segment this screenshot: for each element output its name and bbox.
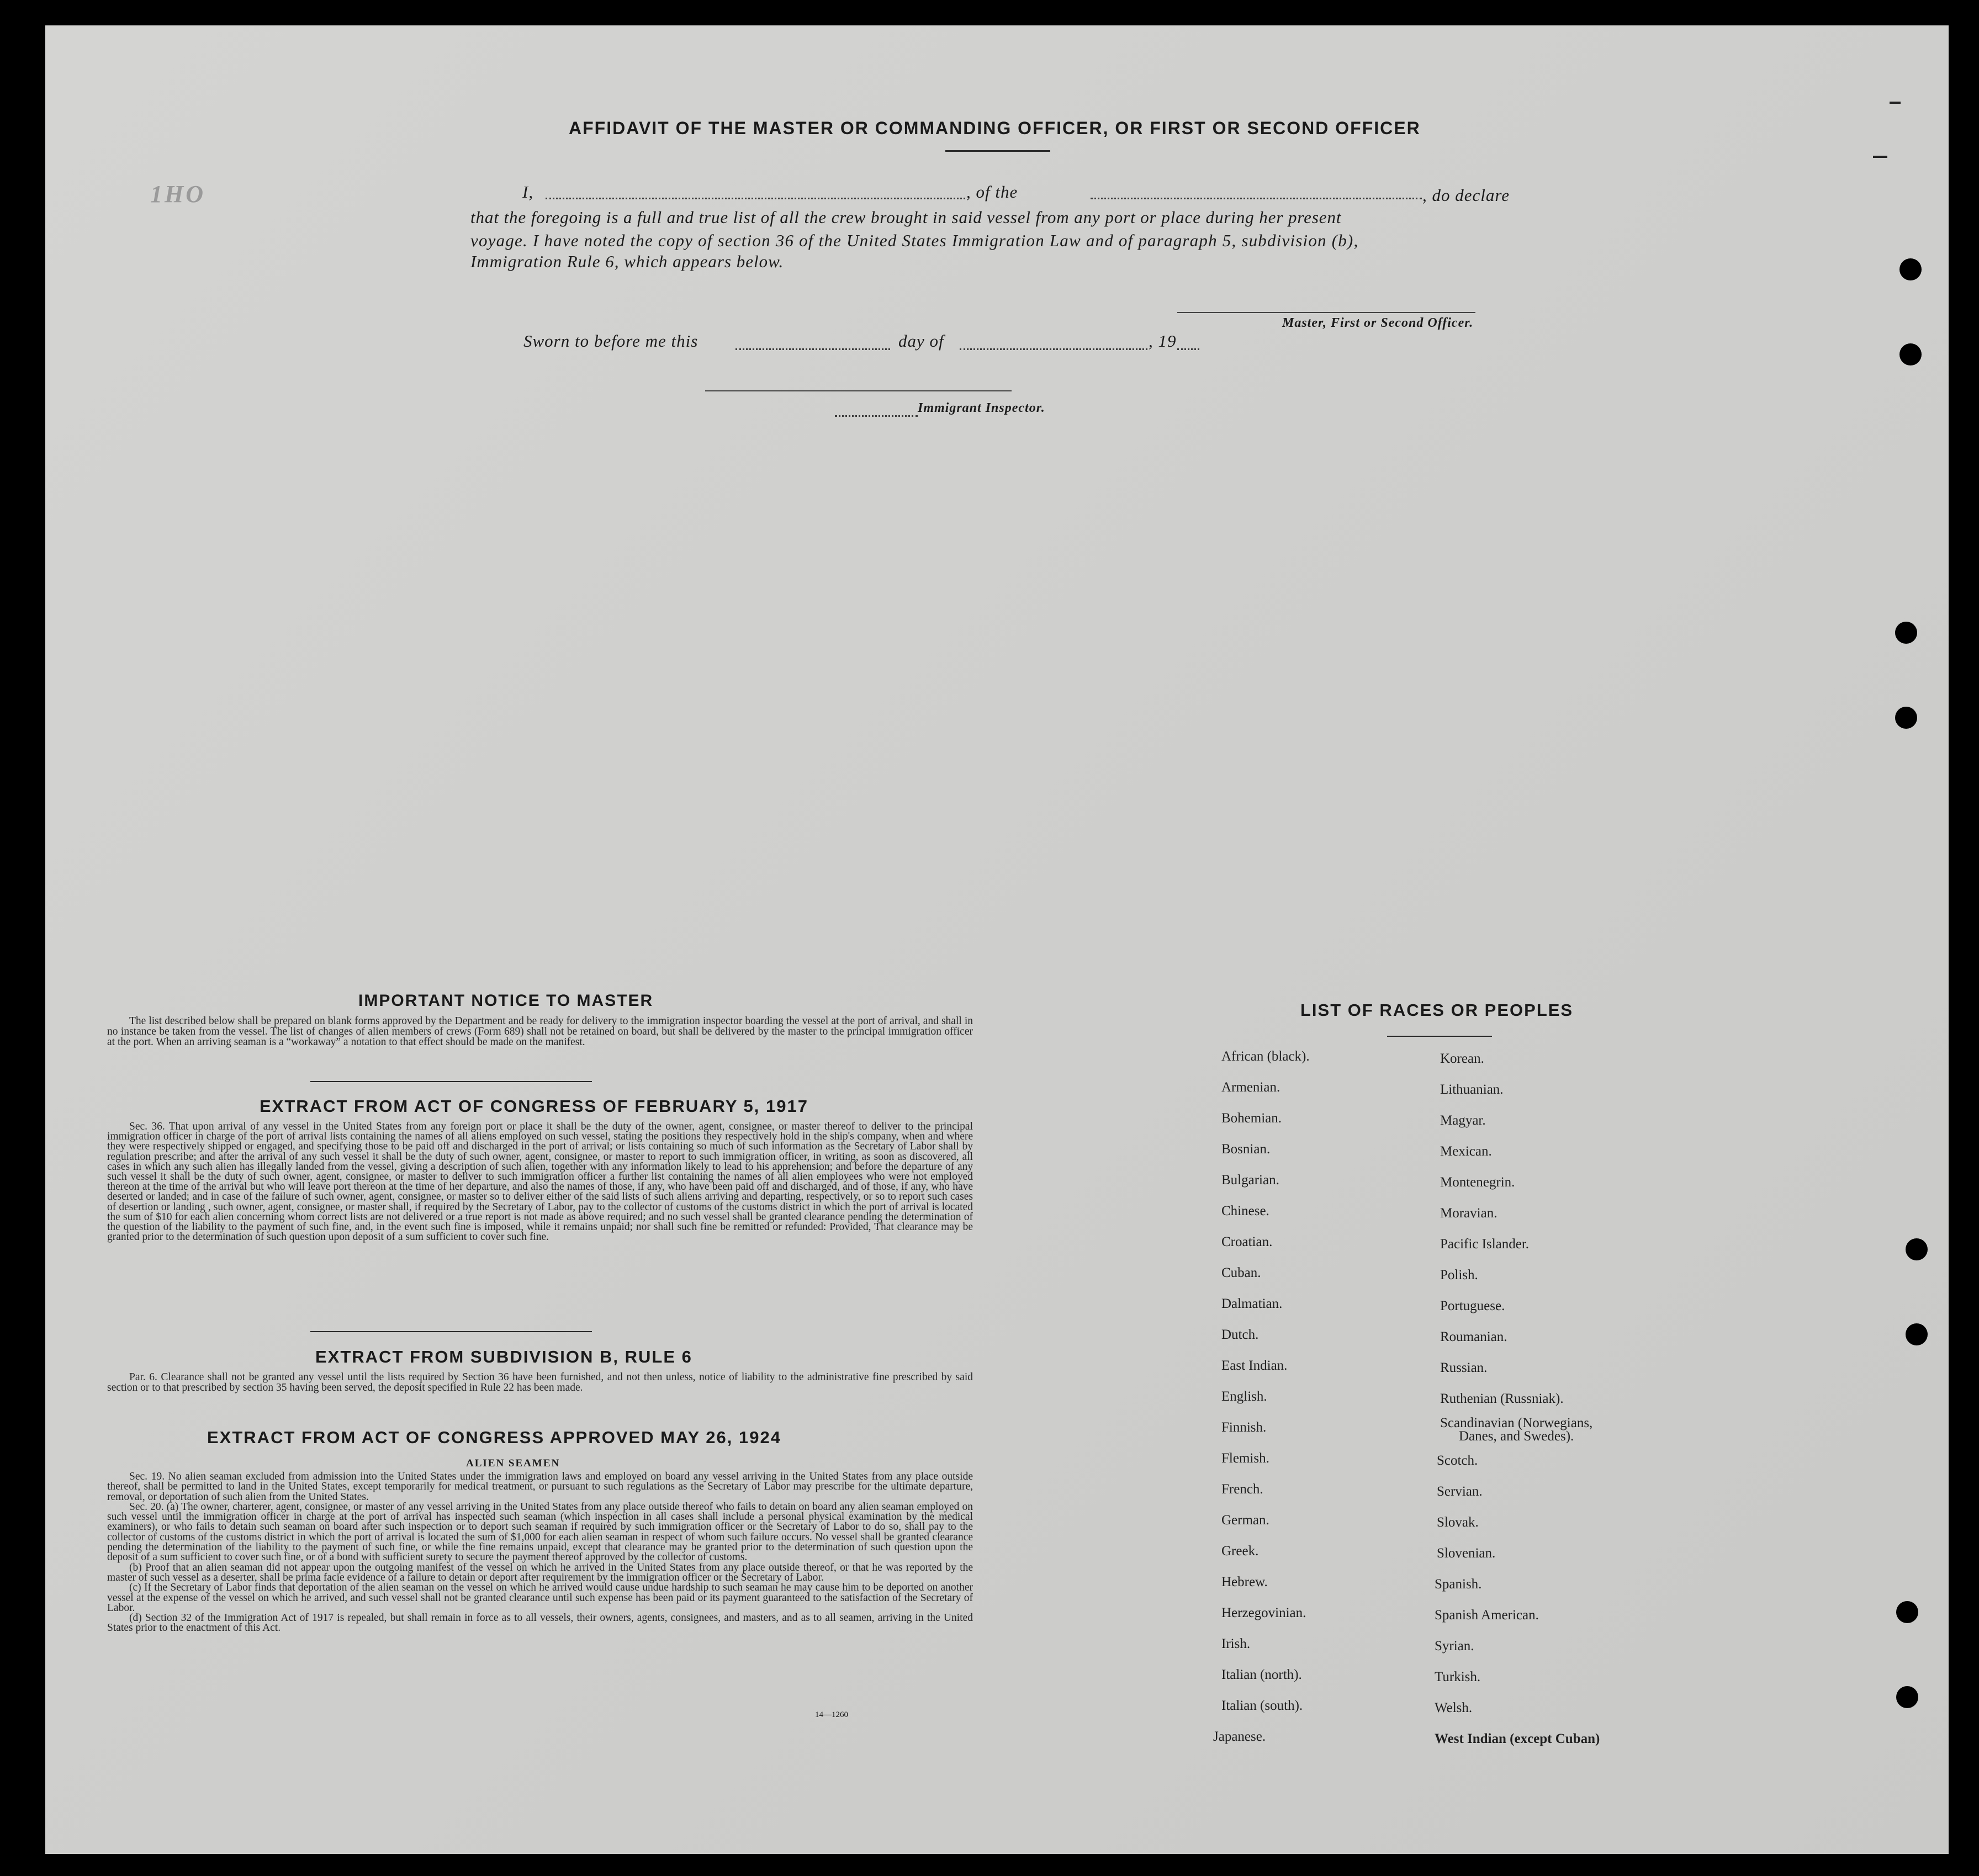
race-item: Italian (north). [1221, 1667, 1302, 1682]
affidavit-line-4: Immigration Rule 6, which appears below. [470, 252, 784, 271]
edge-mark [1873, 156, 1887, 158]
master-name-blank [546, 198, 965, 199]
binder-hole [1895, 622, 1917, 644]
affidavit-title: AFFIDAVIT OF THE MASTER OR COMMANDING OFFICER, OR FIRST OR SECOND OFFICER [569, 118, 1421, 138]
race-item: Korean. [1440, 1051, 1484, 1066]
race-item: Portuguese. [1440, 1299, 1505, 1313]
race-item: Scotch. [1437, 1453, 1478, 1468]
race-item: Hebrew. [1221, 1575, 1268, 1589]
extract-1924-para: (c) If the Secretary of Labor finds that deportation of the alien seaman on the vessel on which he arrived would cause undue hardship to such seaman he may cause him to be deported on another vessel at the expense of the vessel on which he arrived, and such vessel shall not be granted clearance until such expense has been paid or its payment guaranteed to the satisfaction of the Secretary of Labor. [107, 1582, 973, 1614]
race-item: Dalmatian. [1221, 1296, 1283, 1311]
extract-rule6-title: EXTRACT FROM SUBDIVISION B, RULE 6 [315, 1347, 692, 1366]
inspector-lead-blank [835, 415, 918, 417]
race-item: Turkish. [1435, 1670, 1481, 1684]
notice-rule [310, 1081, 592, 1082]
race-item: Syrian. [1435, 1639, 1474, 1654]
race-item: Croatian. [1221, 1234, 1273, 1249]
margin-mark: 1HO [150, 181, 205, 208]
binder-hole [1899, 343, 1922, 365]
race-item: Slovak. [1437, 1515, 1479, 1530]
sworn-month-blank [960, 348, 1147, 350]
binder-hole [1896, 1686, 1918, 1708]
sworn-year-blank [1177, 348, 1199, 350]
affidavit-declare: , do declare [1422, 186, 1510, 205]
signature-label: Master, First or Second Officer. [1282, 316, 1474, 330]
form-sheet [45, 25, 1949, 1854]
race-item: Russian. [1440, 1360, 1488, 1375]
race-item: Chinese. [1221, 1204, 1269, 1218]
race-item: Flemish. [1221, 1451, 1269, 1466]
race-item: Welsh. [1435, 1700, 1473, 1715]
race-item: Moravian. [1440, 1206, 1498, 1221]
sworn-year: , 19 [1149, 331, 1177, 351]
extract-1917-title: EXTRACT FROM ACT OF CONGRESS OF FEBRUARY 5, 1917 [260, 1096, 808, 1116]
race-item: English. [1221, 1389, 1267, 1404]
race-item: Magyar. [1440, 1113, 1486, 1128]
extract-1917-body: Sec. 36. That upon arrival of any vessel in the United States from any foreign port or place it shall be the duty of the owner, agent, consignee, or master thereof to deliver to the principal immigration officer in charge of the port of arrival lists containing the names of all aliens employed on such vessel, stating the positions they respectively hold in the ship's company, when and where they were respectively shipped or engaged, and specifying those to be paid off and discharged in the port of arrival; or lists containing so much of such information as the Secretary of Labor shall by regulation prescribe; and after the arrival of any such vessel it shall be the duty of such owner, agent, consignee, or master to report to such immigration officer, in writing, as soon as discovered, all cases in which any such alien has illegally landed from the vessel, giving a description of such alien, together with any information likely to lead to his apprehension; and before the departure of any such vessel it shall be the duty of such owner, agent, consignee, or master to deliver to such immigration officer a further list containing the names of all alien employees who were not employed thereon at the time of the arrival but who will leave port thereon at the time of her departure, and also the names of those, if any, who have been paid off and discharged, and of those, if any, who have deserted or landed; and in case of the failure of such owner, agent, consignee, or master so to deliver either of the said lists of such aliens arriving and departing, respectively, or so to report such cases of desertion or landing , such owner, agent, consignee, or master shall, if required by the Secretary of Labor, pay to the collector of customs of the customs district in which the port of arrival is located the sum of $10 for each alien concerning whom correct lists are not delivered or a true report is not made as above required; and no such vessel shall be granted clearance pending the determination of the question of the liability to the payment of such fine, and, in the event such fine is imposed, while it remains unpaid; nor shall such fine be remitted or refunded: Provided, That clearance may be granted prior to the determination of such question upon deposit of a sum sufficient to cover such fine. [107, 1121, 973, 1243]
race-item: Spanish American. [1435, 1608, 1539, 1623]
binder-hole [1906, 1238, 1928, 1260]
affidavit-line-3: voyage. I have noted the copy of section 36 of the United States Immigration Law and of paragraph 5, subdivision (b), [470, 231, 1359, 250]
race-item: Slovenian. [1437, 1546, 1496, 1561]
extract-1917-rule [310, 1331, 592, 1332]
edge-mark [1890, 102, 1901, 104]
race-item: East Indian. [1221, 1358, 1288, 1373]
extract-1924-title: EXTRACT FROM ACT OF CONGRESS APPROVED MAY 26, 1924 [207, 1428, 781, 1447]
race-item: Polish. [1440, 1268, 1478, 1283]
affidavit-i: I, [522, 182, 534, 202]
race-item: Cuban. [1221, 1265, 1261, 1280]
race-item: Lithuanian. [1440, 1082, 1504, 1097]
extract-1924-para: (b) Proof that an alien seaman did not appear upon the outgoing manifest of the vessel on which he arrived in the United States from any place outside thereof, or that he was reported by the master of such vessel as a deserter, shall be prima facie evidence of a failure to detain or deport after requirement by the immigration officer or the Secretary of Labor. [107, 1561, 973, 1583]
affidavit-of-the: , of the [966, 182, 1018, 202]
race-item: Pacific Islander. [1440, 1237, 1530, 1252]
race-item: German. [1221, 1513, 1269, 1528]
race-item: Japanese. [1213, 1729, 1266, 1744]
binder-hole [1896, 1601, 1918, 1623]
extract-1924-para: Sec. 20. (a) The owner, charterer, agent, consignee, or master of any vessel arriving in the United States from any place outside thereof who fails to detain on board any alien seaman employed on such vessel until the immigration officer in charge at the port of arrival has inspected such seaman (which inspection in all cases shall include a personal physical examination by the medical examiners), or who fails to detain such seaman on board after such inspection or to deport such seaman if required by such immigration officer or the Secretary of Labor to do so, shall pay to the collector of customs of the customs district in which the port of arrival is located the sum of $1,000 for each alien seaman in respect of whom such failure occurs. No vessel shall be granted clearance pending the determination of the liability to the payment of such fine, or while the fine remains unpaid, except that clearance may be granted prior to the determination of such question upon the deposit of a sum sufficient to cover such fine, or of a bond with sufficient surety to secure the payment thereof approved by the collector of customs. [107, 1501, 973, 1564]
vessel-name-blank [1091, 198, 1422, 199]
race-item: Bosnian. [1221, 1142, 1271, 1157]
race-item: Mexican. [1440, 1144, 1492, 1159]
races-title-rule [1387, 1036, 1492, 1037]
race-item: Ruthenian (Russniak). [1440, 1391, 1564, 1406]
extract-1924-subtitle: ALIEN SEAMEN [466, 1458, 560, 1469]
race-item: Armenian. [1221, 1080, 1280, 1095]
race-item: Servian. [1437, 1484, 1483, 1499]
binder-hole [1895, 707, 1917, 729]
race-item: Spanish. [1435, 1577, 1482, 1592]
race-item: Finnish. [1221, 1420, 1267, 1435]
race-item: Bulgarian. [1221, 1173, 1279, 1188]
race-item: Irish. [1221, 1636, 1251, 1651]
notice-body: The list described below shall be prepared on blank forms approved by the Department and be ready for delivery to the immigration inspector boarding the vessel at the port of arrival, and shall in no instance be taken from the vessel. The list of changes of alien members of crews (Form 689) shall not be retained on board, but shall be delivered by the master to the principal immigration officer at the port. When an arriving seaman is a “workaway” a notation to that effect should be made on the manifest. [107, 1015, 973, 1048]
race-item: Italian (south). [1221, 1698, 1303, 1713]
race-item: Dutch. [1221, 1327, 1259, 1342]
race-item: Greek. [1221, 1544, 1259, 1559]
binder-hole [1906, 1323, 1928, 1345]
race-item: Scandinavian (Norwegians, [1440, 1416, 1593, 1430]
signature-line [1177, 312, 1475, 313]
affidavit-line-2: that the foregoing is a full and true list of all the crew brought in said vessel from any port or place during her present [470, 208, 1342, 227]
sworn-day-blank [735, 348, 890, 350]
extract-1924-para: (d) Section 32 of the Immigration Act of 1917 is repealed, but shall remain in force as to all vessels, their owners, agents, consignees, and masters, and as to all seamen, arriving in the United States prior to the enactment of this Act. [107, 1612, 973, 1634]
affidavit-title-rule [945, 150, 1050, 152]
sworn-day-of: day of [898, 331, 944, 351]
inspector-signature-line [705, 390, 1012, 391]
binder-hole [1899, 258, 1922, 280]
race-item: Danes, and Swedes). [1459, 1429, 1574, 1444]
race-item: Montenegrin. [1440, 1175, 1515, 1190]
inspector-label: Immigrant Inspector. [918, 401, 1045, 415]
notice-title: IMPORTANT NOTICE TO MASTER [358, 992, 654, 1010]
race-item: Herzegovinian. [1221, 1605, 1306, 1620]
extract-1924-para: Sec. 19. No alien seaman excluded from admission into the United States under the immigration laws and employed on board any vessel arriving in the United States from any place outside thereof, shall be permitted to land in the United States, except temporarily for medical treatment, or pursuant to such regulations as the Secretary of Labor may prescribe for the ultimate departure, removal, or deportation of such alien from the United States. [107, 1471, 973, 1503]
race-item: Roumanian. [1440, 1329, 1507, 1344]
race-item: African (black). [1221, 1049, 1310, 1064]
extract-1924-body [107, 1472, 973, 1634]
race-item: French. [1221, 1482, 1263, 1497]
extract-rule6-body: Par. 6. Clearance shall not be granted any vessel until the lists required by Section 36 have been furnished, and not then unless, notice of liability to the administrative fine prescribed by said section or to that prescribed by section 35 having been served, the deposit specified in Rule 22 has been made. [107, 1371, 973, 1393]
race-item: Bohemian. [1221, 1111, 1282, 1126]
form-number: 14—1260 [815, 1710, 848, 1719]
races-title: LIST OF RACES OR PEOPLES [1300, 1000, 1574, 1020]
race-item: West Indian (except Cuban) [1435, 1731, 1600, 1746]
sworn-text: Sworn to before me this [523, 331, 699, 351]
